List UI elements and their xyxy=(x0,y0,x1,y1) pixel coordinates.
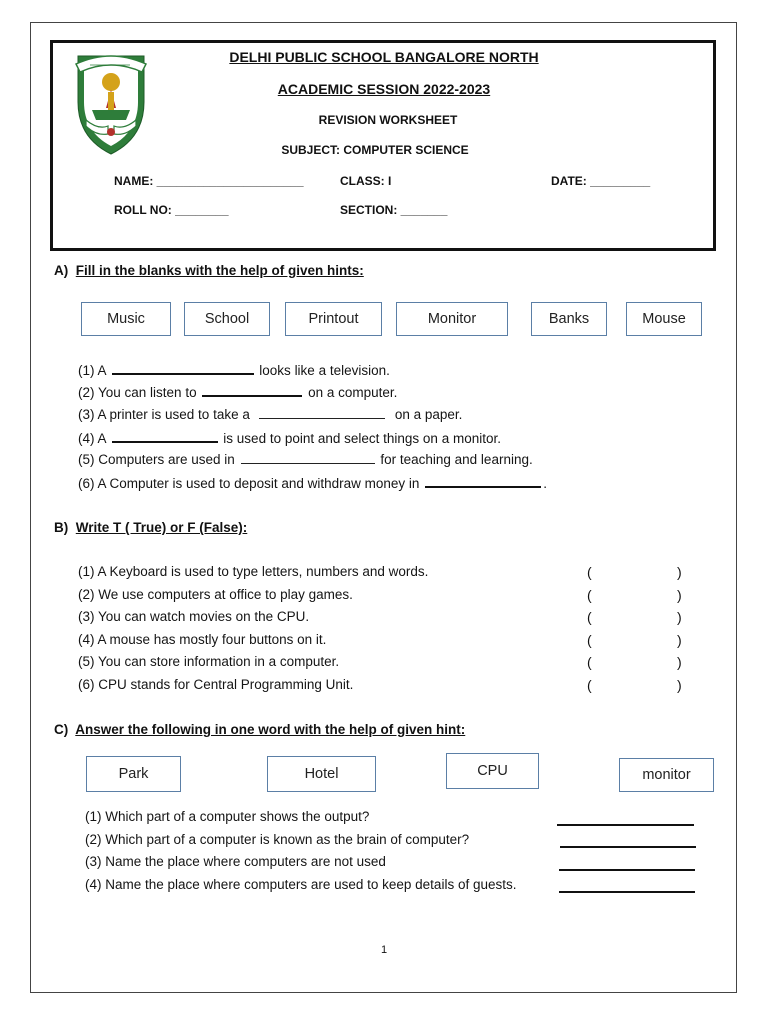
hint-box: Mouse xyxy=(626,302,702,336)
true-false-statement: (1) A Keyboard is used to type letters, numbers and words. xyxy=(78,564,429,579)
answer-blank[interactable] xyxy=(425,474,541,488)
hint-box: Monitor xyxy=(396,302,508,336)
one-word-question: (1) Which part of a computer shows the output? xyxy=(85,809,370,824)
section-b-letter: B) xyxy=(54,520,69,535)
fill-question: (6) A Computer is used to deposit and withdraw money in . xyxy=(78,476,547,491)
school-name: DELHI PUBLIC SCHOOL BANGALORE NORTH xyxy=(229,49,539,65)
one-word-question: (4) Name the place where computers are used to keep details of guests. xyxy=(85,877,517,892)
section-c-heading: Answer the following in one word with the help of given hint: xyxy=(75,722,466,737)
answer-line[interactable] xyxy=(559,869,695,871)
page-number: 1 xyxy=(380,944,388,956)
fill-question: (1) A looks like a television. xyxy=(78,363,390,378)
section-field[interactable]: SECTION: _______ xyxy=(340,203,448,217)
hint-box: Banks xyxy=(531,302,607,336)
section-c-title xyxy=(54,722,465,737)
section-c-letter: C) xyxy=(54,722,69,737)
one-word-question: (2) Which part of a computer is known as the brain of computer? xyxy=(85,832,470,847)
hint-box: Music xyxy=(81,302,171,336)
answer-open-paren[interactable]: ( xyxy=(587,632,592,648)
answer-blank[interactable] xyxy=(112,429,218,443)
fill-question: (3) A printer is used to take a on a paper. xyxy=(78,407,463,422)
hint-box: Printout xyxy=(285,302,382,336)
roll-no-field[interactable]: ROLL NO: ________ xyxy=(114,203,229,217)
true-false-statement: (4) A mouse has mostly four buttons on it. xyxy=(78,632,327,647)
hint-box: Park xyxy=(86,756,181,792)
answer-close-paren: ) xyxy=(677,632,682,648)
answer-open-paren[interactable]: ( xyxy=(587,654,592,670)
subject-title: SUBJECT: COMPUTER SCIENCE xyxy=(281,143,469,157)
hint-box: School xyxy=(184,302,270,336)
answer-blank[interactable] xyxy=(202,383,302,397)
section-b-title xyxy=(54,520,247,535)
section-b-heading: Write T ( True) or F (False): xyxy=(75,520,248,535)
fill-question: (2) You can listen to on a computer. xyxy=(78,385,398,400)
answer-line[interactable] xyxy=(560,846,696,848)
true-false-statement: (5) You can store information in a computer. xyxy=(78,654,340,669)
answer-close-paren: ) xyxy=(677,564,682,580)
hint-box: monitor xyxy=(619,758,714,792)
section-a-heading: Fill in the blanks with the help of given hints: xyxy=(75,263,364,278)
answer-close-paren: ) xyxy=(677,677,682,693)
answer-blank[interactable] xyxy=(259,406,385,419)
answer-blank[interactable] xyxy=(112,361,254,375)
answer-close-paren: ) xyxy=(677,609,682,625)
answer-blank[interactable] xyxy=(241,451,375,464)
one-word-question: (3) Name the place where computers are not used xyxy=(85,854,386,869)
answer-line[interactable] xyxy=(557,824,694,826)
academic-session: ACADEMIC SESSION 2022-2023 xyxy=(277,81,491,97)
answer-open-paren[interactable]: ( xyxy=(587,677,592,693)
answer-open-paren[interactable]: ( xyxy=(587,609,592,625)
fill-question: (4) A is used to point and select things on a monitor. xyxy=(78,431,501,446)
worksheet-title: REVISION WORKSHEET xyxy=(318,113,458,127)
true-false-statement: (2) We use computers at office to play games. xyxy=(78,587,353,602)
answer-line[interactable] xyxy=(559,891,695,893)
answer-open-paren[interactable]: ( xyxy=(587,564,592,580)
section-a-letter: A) xyxy=(54,263,69,278)
answer-close-paren: ) xyxy=(677,587,682,603)
answer-open-paren[interactable]: ( xyxy=(587,587,592,603)
date-field[interactable]: DATE: _________ xyxy=(551,174,651,188)
true-false-statement: (6) CPU stands for Central Programming Unit. xyxy=(78,677,354,692)
true-false-statement: (3) You can watch movies on the CPU. xyxy=(78,609,310,624)
class-field: CLASS: I xyxy=(340,174,392,188)
hint-box: CPU xyxy=(446,753,539,789)
name-field[interactable]: NAME: ______________________ xyxy=(114,174,304,188)
hint-box: Hotel xyxy=(267,756,376,792)
section-a-title xyxy=(54,263,364,278)
fill-question: (5) Computers are used in for teaching and learning. xyxy=(78,452,533,467)
answer-close-paren: ) xyxy=(677,654,682,670)
